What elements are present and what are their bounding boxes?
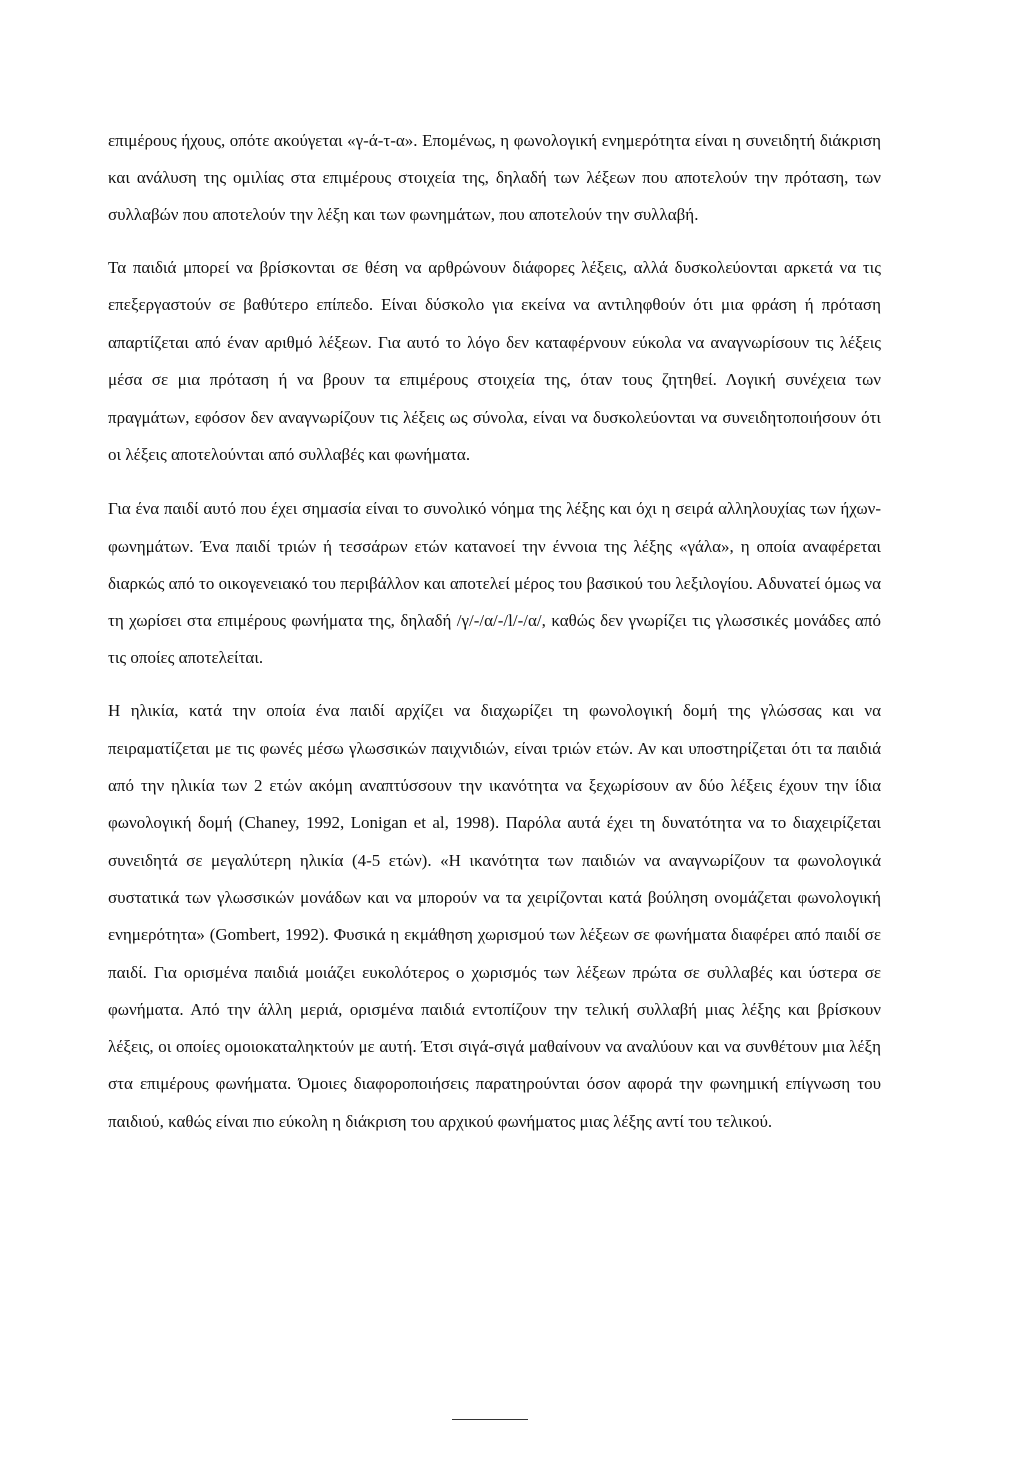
paragraph-phonological-awareness-definition: επιμέρους ήχους, οπότε ακούγεται «γ-ά-τ-α». Επομένως, η φωνολογική ενημερότητα είναι η συνειδητή διάκριση και ανάλυση της ομιλίας στα επιμέρους στοιχεία της, δηλαδή των λέξεων που αποτελούν την πρόταση, των συλλαβών που αποτελούν την λέξη και των φωνημάτων, που αποτελούν την συλλαβή.	[108, 131, 881, 224]
footnote-separator-line	[452, 1419, 528, 1420]
paragraph-word-meaning: Για ένα παιδί αυτό που έχει σημασία είναι το συνολικό νόημα της λέξης και όχι η σειρά αλληλουχίας των ήχων-φωνημάτων. Ένα παιδί τριών ή τεσσάρων ετών κατανοεί την έννοια της λέξης «γάλα», η οποία αναφέρεται διαρκώς από το οικογενειακό του περιβάλλον και αποτελεί μέρος του βασικού του λεξιλογίου. Αδυνατεί όμως να τη χωρίσει στα επιμέρους φωνήματα της, δηλαδή /γ/-/α/-/l/-/α/, καθώς δεν γνωρίζει τις γλωσσικές μονάδες από τις οποίες αποτελείται.	[108, 499, 881, 668]
document-body	[108, 122, 881, 1140]
paragraph-word-processing-difficulty: Τα παιδιά μπορεί να βρίσκονται σε θέση να αρθρώνουν διάφορες λέξεις, αλλά δυσκολεύονται αρκετά να τις επεξεργαστούν σε βαθύτερο επίπεδο. Είναι δύσκολο για εκείνα να αντιληφθούν ότι μια φράση ή πρόταση απαρτίζεται από έναν αριθμό λέξεων. Για αυτό το λόγο δεν καταφέρνουν εύκολα να αναγνωρίσουν τις λέξεις μέσα σε μια πρόταση ή να βρουν τα επιμέρους στοιχεία της, όταν τους ζητηθεί. Λογική συνέχεια των πραγμάτων, εφόσον δεν αναγνωρίζουν τις λέξεις ως σύνολα, είναι να δυσκολεύονται να συνειδητοποιήσουν ότι οι λέξεις αποτελούνται από συλλαβές και φωνήματα.	[108, 258, 881, 465]
paragraph-age-of-development: Η ηλικία, κατά την οποία ένα παιδί αρχίζει να διαχωρίζει τη φωνολογική δομή της γλώσσας και να πειραματίζεται με τις φωνές μέσω γλωσσικών παιχνιδιών, είναι τριών ετών. Αν και υποστηρίζεται ότι τα παιδιά από την ηλικία των 2 ετών ακόμη αναπτύσσουν την ικανότητα να ξεχωρίσουν αν δύο λέξεις έχουν την ίδια φωνολογική δομή (Chaney, 1992, Lonigan et al, 1998). Παρόλα αυτά έχει τη δυνατότητα να το διαχειρίζεται συνειδητά σε μεγαλύτερη ηλικία (4-5 ετών). «Η ικανότητα των παιδιών να αναγνωρίζουν τα φωνολογικά συστατικά των γλωσσικών μονάδων και να μπορούν να τα χειρίζονται κατά βούληση ονομάζεται φωνολογική ενημερότητα» (Gombert, 1992). Φυσικά η εκμάθηση χωρισμού των λέξεων σε φωνήματα διαφέρει από παιδί σε παιδί. Για ορισμένα παιδιά μοιάζει ευκολότερος ο χωρισμός των λέξεων πρώτα σε συλλαβές και ύστερα σε φωνήματα. Από την άλλη μεριά, ορισμένα παιδιά εντοπίζουν την τελική συλλαβή μιας λέξης και βρίσκουν λέξεις, οι οποίες ομοιοκαταληκτούν με αυτή. Έτσι σιγά-σιγά μαθαίνουν να αναλύουν και να συνθέτουν μια λέξη στα επιμέρους φωνήματα. Όμοιες διαφοροποιήσεις παρατηρούνται όσον αφορά την φωνημική επίγνωση του παιδιού, καθώς είναι πιο εύκολη η διάκριση του αρχικού φωνήματος μιας λέξης αντί του τελικού.	[108, 701, 881, 1131]
